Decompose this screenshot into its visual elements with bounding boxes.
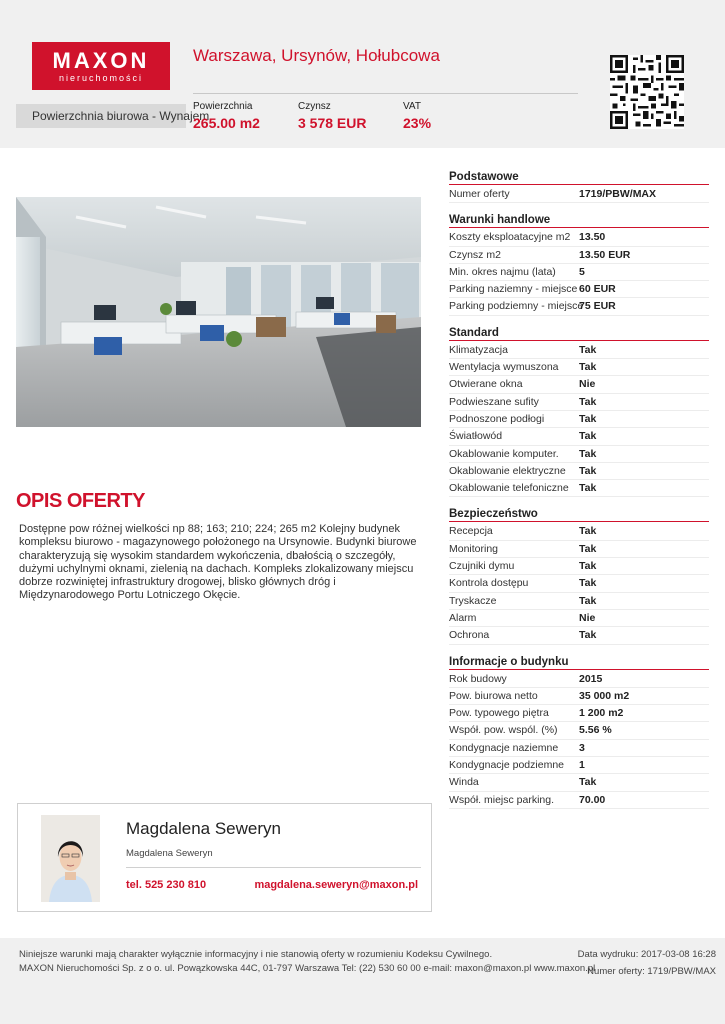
detail-value: 60 EUR bbox=[579, 283, 616, 296]
detail-key: Kondygnacje naziemne bbox=[449, 741, 559, 754]
offer-type-badge: Powierzchnia biurowa - Wynajem bbox=[16, 104, 186, 128]
offer-location: Warszawa, Ursynów, Hołubcowa bbox=[193, 46, 440, 65]
detail-key: Podnoszone podłogi bbox=[449, 412, 545, 425]
vat-value: 23% bbox=[403, 115, 432, 131]
detail-row bbox=[449, 229, 709, 246]
detail-key: Okablowanie elektryczne bbox=[449, 464, 566, 477]
detail-value: 5.56 % bbox=[579, 724, 612, 737]
detail-value: 1 bbox=[579, 759, 585, 772]
detail-value: Tak bbox=[579, 464, 597, 477]
detail-row bbox=[449, 740, 709, 757]
section-title: Standard bbox=[449, 325, 709, 341]
detail-key: Kondygnacje podziemne bbox=[449, 759, 564, 772]
page-header bbox=[0, 0, 725, 148]
footer-disclaimer: Niniejsze warunki mają charakter wyłącznie informacyjny i nie stanowią oferty w rozumieniu Kodeksu Cywilnego. bbox=[19, 949, 493, 960]
detail-key: Winda bbox=[449, 776, 479, 789]
footer-company-info: MAXON Nieruchomości Sp. z o o. ul. Powązkowska 44C, 01-797 Warszawa Tel: (22) 530 60 00 e-mail: maxon@maxon.pl www.maxon.pl bbox=[19, 963, 596, 974]
section-gap bbox=[449, 645, 709, 654]
detail-row bbox=[449, 298, 709, 315]
section-title: Warunki handlowe bbox=[449, 212, 709, 228]
detail-value: Tak bbox=[579, 412, 597, 425]
agent-name: Magdalena Seweryn bbox=[126, 819, 281, 838]
detail-key: Pow. biurowa netto bbox=[449, 689, 538, 702]
agent-phone-link[interactable]: tel. 525 230 810 bbox=[126, 879, 207, 891]
area-label: Powierzchnia bbox=[193, 101, 253, 112]
detail-value: Tak bbox=[579, 482, 597, 495]
detail-row bbox=[449, 523, 709, 540]
agent-photo bbox=[41, 815, 100, 902]
detail-key: Koszty eksploatacyjne m2 bbox=[449, 231, 571, 244]
detail-key: Okablowanie komputer. bbox=[449, 447, 559, 460]
detail-key: Współ. pow. wspól. (%) bbox=[449, 724, 558, 737]
detail-row bbox=[449, 575, 709, 592]
detail-key: Klimatyzacja bbox=[449, 343, 508, 356]
description-text: Dostępne pow różnej wielkości np 88; 163; 210; 224; 265 m2 Kolejny budynek kompleksu biurowo - magazynowego położonego na Ursynowie. Budynki biurowe charakteryzują się wysokim standardem wykończenia, dbałością o szczegóły, dużymi uchylnymi oknami, zielenią na dachach. Kompleks zlokalizowany miejscu dobrze rozwiniętej infrastruktury drogowej, blisko głównych dróg i Międzynarodowego Portu Lotniczego Okęcie. bbox=[19, 523, 417, 602]
detail-row bbox=[449, 757, 709, 774]
detail-row bbox=[449, 480, 709, 497]
logo-subtitle: nieruchomości bbox=[58, 73, 144, 83]
agent-divider bbox=[126, 867, 421, 868]
detail-key: Tryskacze bbox=[449, 594, 497, 607]
detail-value: Tak bbox=[579, 560, 597, 573]
rent-value: 3 578 EUR bbox=[298, 115, 367, 131]
detail-row bbox=[449, 394, 709, 411]
detail-value: Tak bbox=[579, 395, 597, 408]
footer-offer-number: Numer oferty: 1719/PBW/MAX bbox=[587, 966, 716, 977]
vat-field bbox=[403, 101, 431, 131]
detail-row bbox=[449, 428, 709, 445]
agent-subtitle: Magdalena Seweryn bbox=[126, 848, 213, 859]
detail-key: Okablowanie telefoniczne bbox=[449, 482, 569, 495]
detail-key: Monitoring bbox=[449, 542, 499, 555]
rent-label: Czynsz bbox=[298, 101, 331, 112]
detail-value: 1 200 m2 bbox=[579, 707, 624, 720]
qr-code-icon[interactable] bbox=[610, 55, 684, 129]
detail-key: Pow. typowego piętra bbox=[449, 707, 549, 720]
vat-label: VAT bbox=[403, 101, 421, 112]
detail-row bbox=[449, 558, 709, 575]
logo-brand: MAXON bbox=[52, 48, 150, 73]
detail-value: 1719/PBW/MAX bbox=[579, 188, 657, 200]
detail-value: Nie bbox=[579, 378, 596, 391]
section-title: Informacje o budynku bbox=[449, 654, 709, 670]
agent-email-link[interactable]: magdalena.seweryn@maxon.pl bbox=[254, 879, 418, 891]
detail-row bbox=[449, 671, 709, 688]
detail-value: Tak bbox=[579, 542, 597, 555]
section-gap bbox=[449, 203, 709, 212]
header-divider bbox=[193, 93, 578, 94]
detail-value: 13.50 EUR bbox=[579, 248, 631, 261]
detail-key: Kontrola dostępu bbox=[449, 577, 529, 590]
detail-value: 35 000 m2 bbox=[579, 689, 630, 702]
detail-key: Numer oferty bbox=[449, 188, 510, 200]
detail-row bbox=[449, 722, 709, 739]
detail-value: Tak bbox=[579, 430, 597, 443]
maxon-logo[interactable] bbox=[32, 42, 170, 90]
section-title: Podstawowe bbox=[449, 169, 709, 185]
detail-row bbox=[449, 610, 709, 627]
detail-value: Nie bbox=[579, 611, 596, 624]
detail-value: Tak bbox=[579, 629, 597, 642]
detail-key: Rok budowy bbox=[449, 672, 507, 685]
description-title: OPIS OFERTY bbox=[16, 490, 145, 512]
detail-value: Tak bbox=[579, 776, 597, 789]
detail-value: Tak bbox=[579, 361, 597, 374]
detail-key: Alarm bbox=[449, 611, 477, 624]
detail-key: Współ. miejsc parking. bbox=[449, 793, 555, 806]
detail-value: 5 bbox=[579, 265, 585, 278]
detail-key: Min. okres najmu (lata) bbox=[449, 265, 556, 278]
detail-value: Tak bbox=[579, 343, 597, 356]
detail-row bbox=[449, 446, 709, 463]
footer-print-date: Data wydruku: 2017-03-08 16:28 bbox=[577, 949, 716, 960]
detail-row bbox=[449, 411, 709, 428]
detail-key: Parking podziemny - miejsce bbox=[449, 300, 584, 313]
detail-value: Tak bbox=[579, 594, 597, 607]
detail-key: Parking naziemny - miejsce bbox=[449, 283, 578, 296]
detail-key: Recepcja bbox=[449, 525, 493, 538]
section-gap bbox=[449, 316, 709, 325]
detail-value: Tak bbox=[579, 447, 597, 460]
detail-row bbox=[449, 688, 709, 705]
detail-row bbox=[449, 792, 709, 809]
detail-row bbox=[449, 705, 709, 722]
detail-value: 3 bbox=[579, 741, 585, 754]
detail-key: Wentylacja wymuszona bbox=[449, 361, 559, 374]
detail-key: Otwierane okna bbox=[449, 378, 523, 391]
detail-row bbox=[449, 342, 709, 359]
page-footer bbox=[0, 938, 725, 1024]
detail-row bbox=[449, 264, 709, 281]
area-value: 265.00 m2 bbox=[193, 115, 260, 131]
detail-row bbox=[449, 359, 709, 376]
detail-row bbox=[449, 541, 709, 558]
area-field bbox=[193, 101, 260, 131]
detail-row bbox=[449, 376, 709, 393]
detail-row bbox=[449, 281, 709, 298]
detail-row bbox=[449, 593, 709, 610]
detail-key: Światłowód bbox=[449, 430, 503, 443]
detail-key: Ochrona bbox=[449, 629, 490, 642]
detail-value: 13.50 bbox=[579, 231, 606, 244]
detail-key: Czynsz m2 bbox=[449, 248, 501, 261]
detail-value: 70.00 bbox=[579, 793, 606, 806]
detail-row bbox=[449, 774, 709, 791]
detail-row bbox=[449, 627, 709, 644]
agent-card bbox=[17, 803, 432, 912]
detail-row bbox=[449, 247, 709, 264]
office-interior-photo bbox=[16, 197, 421, 427]
details-panel bbox=[449, 169, 709, 809]
detail-row bbox=[449, 463, 709, 480]
detail-row bbox=[449, 186, 709, 203]
detail-key: Czujniki dymu bbox=[449, 560, 515, 573]
rent-field bbox=[298, 101, 366, 131]
detail-key: Podwieszane sufity bbox=[449, 395, 539, 408]
section-title: Bezpieczeństwo bbox=[449, 506, 709, 522]
detail-value: Tak bbox=[579, 577, 597, 590]
section-gap bbox=[449, 497, 709, 506]
detail-value: Tak bbox=[579, 525, 597, 538]
detail-value: 75 EUR bbox=[579, 300, 616, 313]
detail-value: 2015 bbox=[579, 672, 603, 685]
